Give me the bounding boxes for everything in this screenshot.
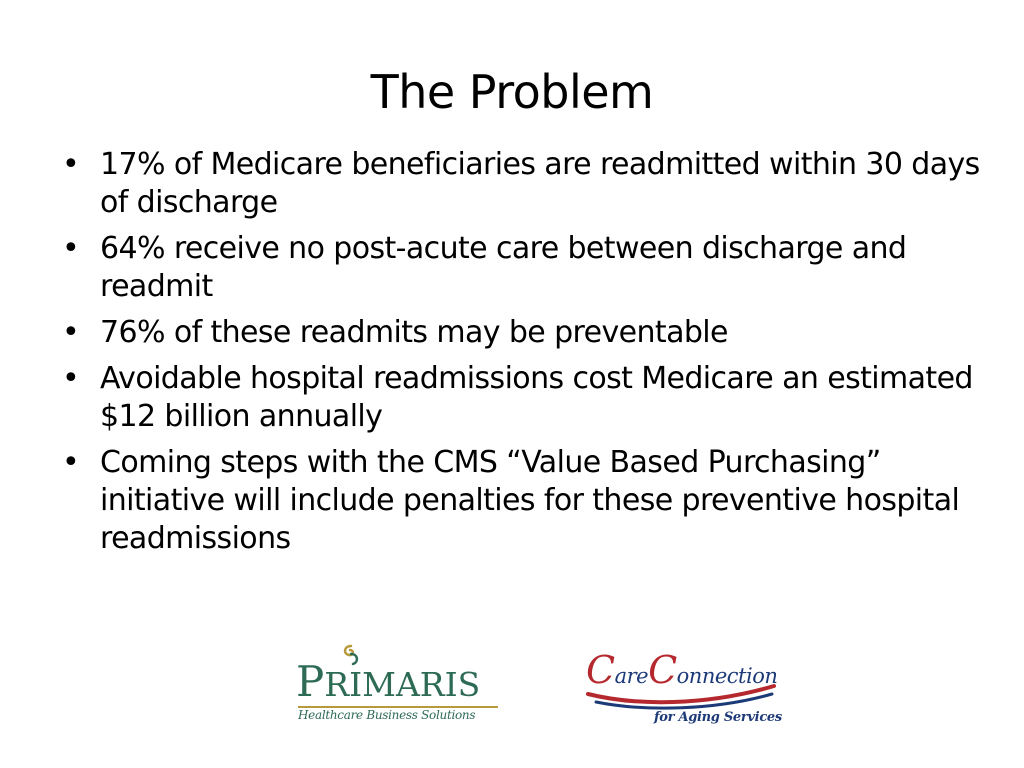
logo-bar: [0, 640, 1024, 740]
bullet-item: [58, 230, 988, 306]
bullet-dot-icon: •: [62, 361, 80, 396]
bullet-list: [58, 146, 988, 566]
care-connection-name: CareConnection: [586, 648, 778, 692]
bullet-item: [58, 314, 988, 352]
bullet-text: 76% of these readmits may be preventable: [100, 315, 728, 350]
bullet-item: [58, 444, 988, 558]
care-connection-tagline: for Aging Services: [654, 710, 782, 725]
care-swoosh-icon: [586, 682, 776, 712]
bullet-item: [58, 360, 988, 436]
bullet-item: [58, 146, 988, 222]
bullet-text: Avoidable hospital readmissions cost Medicare an estimated $12 billion annually: [100, 361, 973, 434]
bullet-text: 64% receive no post-acute care between discharge and readmit: [100, 231, 907, 304]
slide-title: The Problem: [370, 65, 654, 119]
primaris-logo: [296, 644, 502, 724]
bullet-text: 17% of Medicare beneficiaries are readmitted within 30 days of discharge: [100, 147, 980, 220]
bullet-dot-icon: •: [62, 315, 80, 350]
primaris-tagline: Healthcare Business Solutions: [298, 708, 476, 722]
bullet-dot-icon: •: [62, 231, 80, 266]
primaris-wordmark: PRIMARIS: [296, 657, 481, 706]
care-connection-logo: [586, 644, 782, 734]
bullet-dot-icon: •: [62, 445, 80, 480]
bullet-dot-icon: •: [62, 147, 80, 182]
bullet-text: Coming steps with the CMS “Value Based Purchasing” initiative will include penalties for these preventive hospital readmissions: [100, 445, 960, 556]
